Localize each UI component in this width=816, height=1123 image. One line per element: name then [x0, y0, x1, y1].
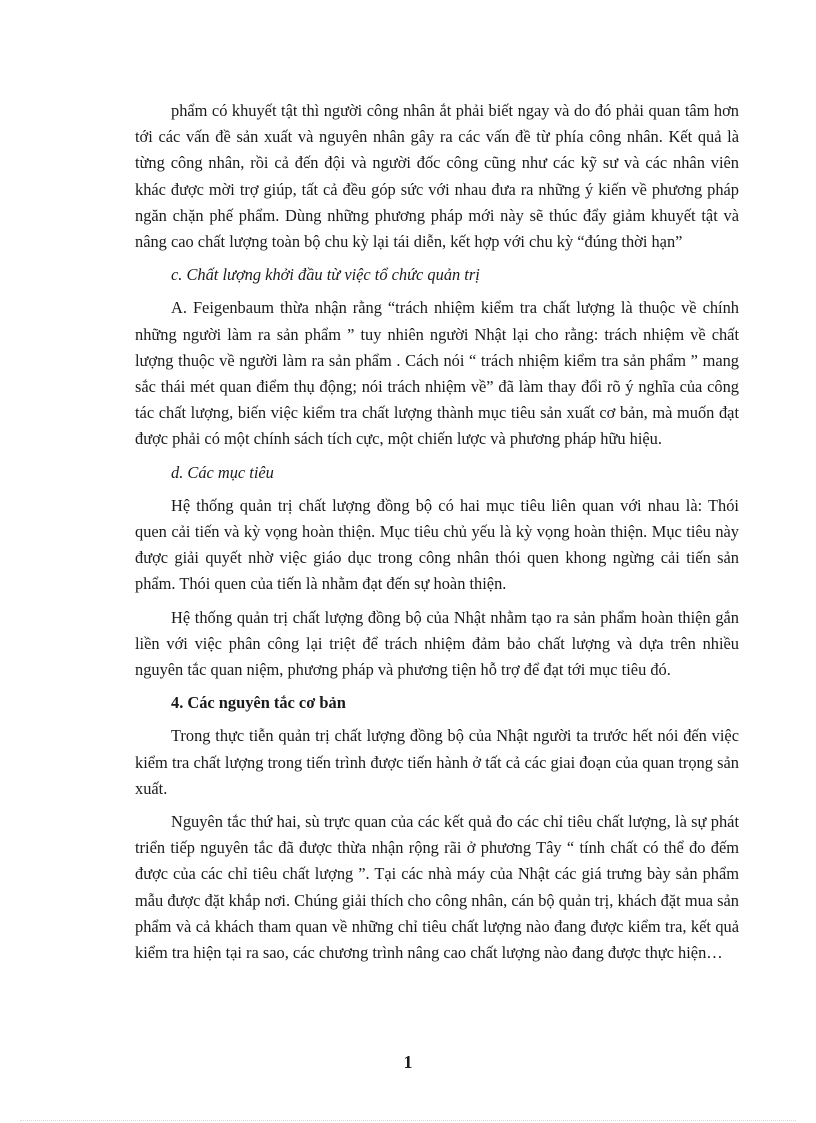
paragraph-japanese-system: Hệ thống quản trị chất lượng đồng bộ của Nhật nhằm tạo ra sản phẩm hoàn thiện gắn liền với việc phân công lại triệt để trách nhiệm đảm bảo chất lượng và dựa trên nhiều nguyên tắc quan niệm, phương pháp và phương tiện hỗ trợ để đạt tới mục tiêu đó. [135, 607, 739, 680]
page-number: 1 [403, 1052, 413, 1072]
page-bottom-border [20, 1120, 796, 1121]
paragraph-principle-two: Nguyên tắc thứ hai, sù trực quan của các kết quả đo các chỉ tiêu chất lượng, là sự phát triển tiếp nguyên tắc đã được thừa nhận rộng rãi ở phương Tây “ tính chất có thể đo đếm được của các chỉ tiêu chất lượng ”. Tại các nhà máy của Nhật các giá trưng bày sản phẩm mẫu được đặt khắp nơi. Chúng giải thích cho công nhân, cán bộ quản trị, khách đặt mua sản phẩm và cả khách tham quan về những chỉ tiêu chất lượng nào đang được kiểm tra, kết quả kiểm tra hiện tại ra sao, các chương trình nâng cao chất lượng nào đang được thực hiện… [135, 812, 739, 963]
section-heading-d: d. Các mục tiêu [171, 462, 274, 482]
section-heading-4: 4. Các nguyên tắc cơ bản [171, 693, 346, 713]
section-heading-c: c. Chất lượng khởi đầu từ việc tổ chức quản trị [171, 265, 480, 285]
document-body [135, 98, 739, 973]
paragraph-feigenbaum: A. Feigenbaum thừa nhận rằng “trách nhiệm kiểm tra chất lượng là thuộc về chính những người làm ra sản phẩm ” tuy nhiên người Nhật lại cho rằng: trách nhiệm về chất lượng thuộc về người làm ra sản phẩm . Cách nói “ trách nhiệm kiểm tra sản phẩm ” mang sắc thái mét quan điểm thụ động; nói trách nhiệm về” đã làm thay đổi rõ ý nghĩa của công tác chất lượng, biến việc kiểm tra chất lượng thành mục tiêu sản xuất cơ bản, mà muốn đạt được phải có một chính sách tích cực, một chiến lược và phương pháp hữu hiệu. [135, 298, 739, 449]
paragraph-principle-one: Trong thực tiễn quản trị chất lượng đồng bộ của Nhật người ta trước hết nói đến việc kiểm tra chất lượng trong tiến trình được tiến hành ở tất cả các giai đoạn của quan trọng sản xuất. [135, 726, 739, 798]
paragraph-objectives: Hệ thống quản trị chất lượng đồng bộ có hai mục tiêu liên quan với nhau là: Thói quen cải tiến và kỳ vọng hoàn thiện. Mục tiêu chủ yếu là kỳ vọng hoàn thiện. Mục tiêu này được giải quyết nhờ việc giáo dục trong công nhân thói quen khong ngừng cải tiến sản phẩm. Thói quen của tiến là nhằm đạt đến sự hoàn thiện. [135, 495, 739, 594]
paragraph-continued-intro: phẩm có khuyết tật thì người công nhân ắt phải biết ngay và do đó phải quan tâm hơn tới các vấn đề sản xuất và nguyên nhân gây ra các vấn đề từ phía công nhân. Kết quả là từng công nhân, rồi cả đến đội và người đốc công cũng như các kỹ sư và các nhân viên khác được mời trợ giúp, tất cả đều góp sức với nhau đưa ra những ý kiến về phương pháp ngăn chặn phế phẩm. Dùng những phương pháp mới này sẽ thúc đẩy giảm khuyết tật và nâng cao chất lượng toàn bộ chu kỳ lại tái diễn, kết hợp với chu kỳ “đúng thời hạn” [135, 101, 739, 252]
